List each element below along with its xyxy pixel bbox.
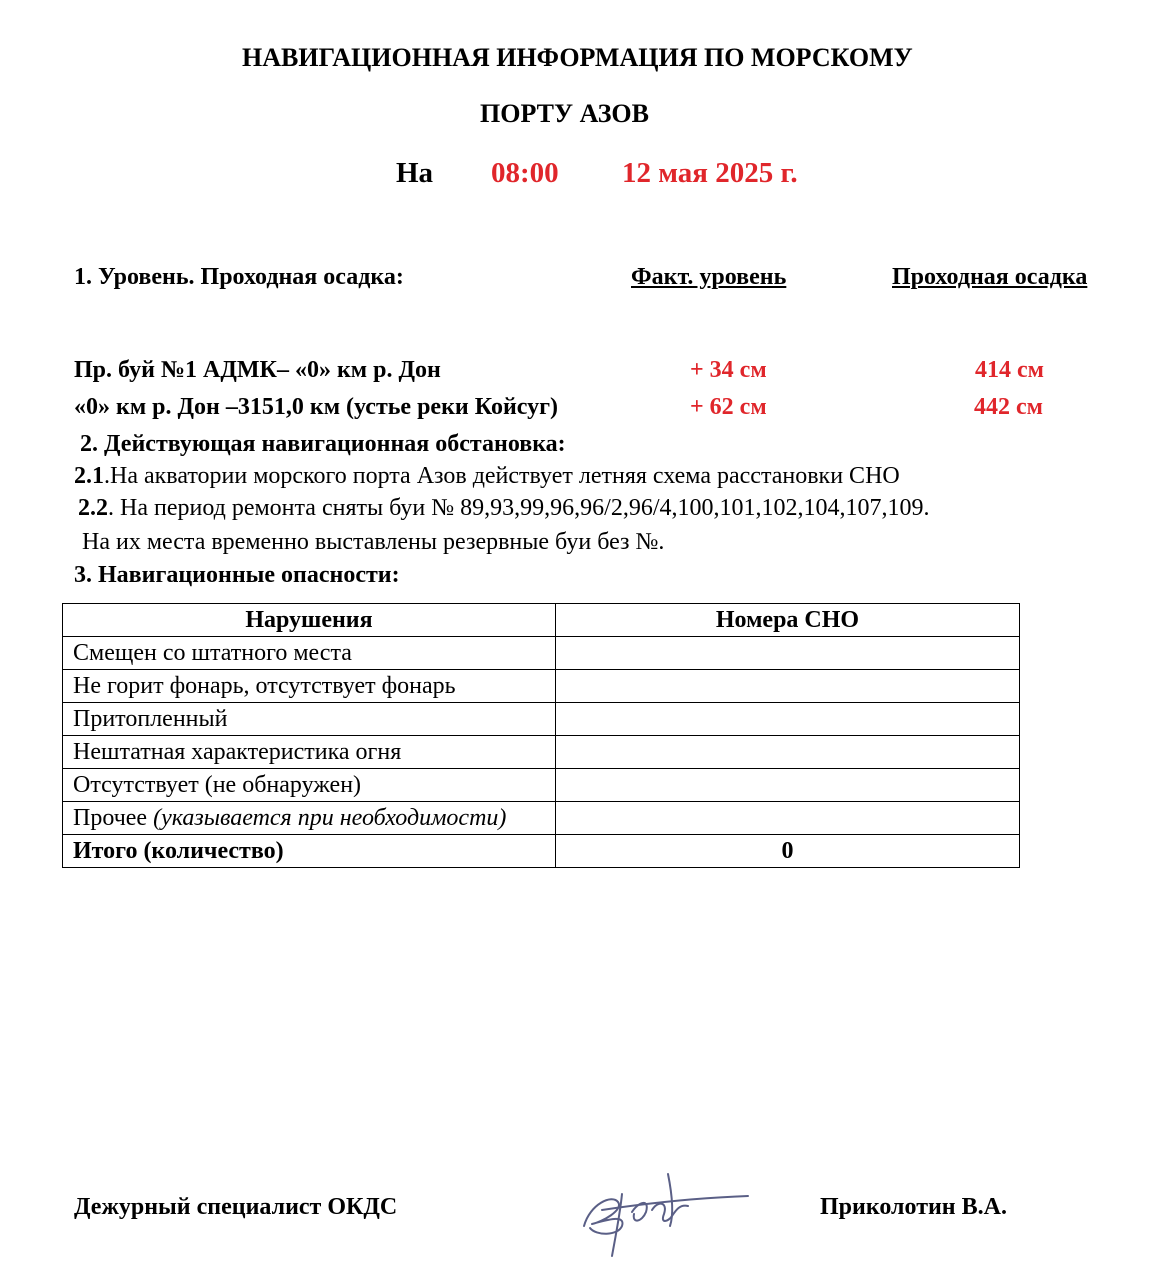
paragraph-2-1-text: .На акватории морского порта Азов действует летняя схема расстановки СНО xyxy=(104,463,900,489)
row-value xyxy=(556,736,1020,769)
row-label: Смещен со штатного места xyxy=(63,637,556,670)
title-line-1: НАВИГАЦИОННАЯ ИНФОРМАЦИЯ ПО МОРСКОМУ xyxy=(242,43,913,72)
row-value xyxy=(556,637,1020,670)
table-row xyxy=(63,802,1020,835)
row-label: Отсутствует (не обнаружен) xyxy=(63,769,556,802)
header-violations: Нарушения xyxy=(63,604,556,637)
row-label: Прочее xyxy=(73,805,154,831)
signer-position: Дежурный специалист ОКДС xyxy=(74,1194,398,1220)
row-label-other xyxy=(63,802,556,835)
paragraph-2-1 xyxy=(74,463,900,490)
table-row xyxy=(63,670,1020,703)
paragraph-2-2 xyxy=(78,495,929,522)
total-value: 0 xyxy=(556,835,1020,868)
row-value xyxy=(556,670,1020,703)
paragraph-2-2-number: 2.2 xyxy=(78,495,108,521)
paragraph-2-2-text: . На период ремонта сняты буи № 89,93,99,96,96/2,96/4,100,101,102,104,107,109. xyxy=(108,495,930,521)
paragraph-2-1-number: 2.1 xyxy=(74,463,104,489)
row-value xyxy=(556,802,1020,835)
header-aid-numbers: Номера СНО xyxy=(556,604,1020,637)
row-label-note: (указывается при необходимости) xyxy=(153,805,507,831)
row-label: Нештатная характеристика огня xyxy=(63,736,556,769)
gauge-location-2: «0» км р. Дон –3151,0 км (устье реки Койсуг) xyxy=(74,394,558,420)
hazards-table xyxy=(62,603,1020,868)
row-value xyxy=(556,769,1020,802)
section-3-title: 3. Навигационные опасности: xyxy=(74,562,400,588)
row-label: Притопленный xyxy=(63,703,556,736)
report-date: 12 мая 2025 г. xyxy=(622,157,798,189)
title-line-2: ПОРТУ АЗОВ xyxy=(480,99,649,128)
table-row xyxy=(63,736,1020,769)
table-row xyxy=(63,637,1020,670)
section-1-title: 1. Уровень. Проходная осадка: xyxy=(74,264,404,290)
col-passing-draft: Проходная осадка xyxy=(892,264,1088,290)
signer-name: Приколотин В.А. xyxy=(820,1194,1007,1220)
gauge-location-1: Пр. буй №1 АДМК– «0» км р. Дон xyxy=(74,357,441,383)
row-label: Не горит фонарь, отсутствует фонарь xyxy=(63,670,556,703)
table-header-row xyxy=(63,604,1020,637)
col-fact-level: Факт. уровень xyxy=(631,264,787,290)
report-time: 08:00 xyxy=(491,157,559,189)
gauge-draft-1: 414 см xyxy=(975,357,1044,383)
table-row xyxy=(63,769,1020,802)
section-2-title: 2. Действующая навигационная обстановка: xyxy=(80,431,566,457)
on-label: На xyxy=(396,157,434,189)
gauge-draft-2: 442 см xyxy=(974,394,1043,420)
table-row xyxy=(63,703,1020,736)
gauge-level-2: + 62 см xyxy=(690,394,767,420)
row-value xyxy=(556,703,1020,736)
gauge-level-1: + 34 см xyxy=(690,357,767,383)
paragraph-2-3: На их места временно выставлены резервные буи без №. xyxy=(82,529,665,555)
total-label: Итого (количество) xyxy=(63,835,556,868)
signature-image xyxy=(572,1164,754,1262)
table-total-row xyxy=(63,835,1020,868)
